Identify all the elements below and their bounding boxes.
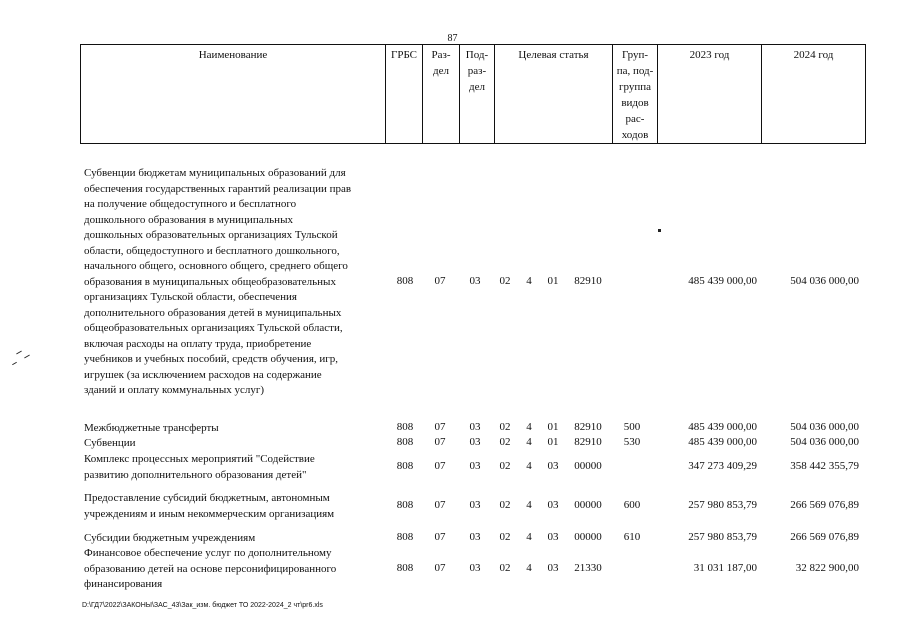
cell-group: 610: [623, 531, 641, 543]
cell-t1: 02: [499, 459, 511, 472]
row-name-line: Межбюджетные трансферты: [84, 422, 219, 434]
cell-group: 500: [623, 421, 641, 433]
cell-y2024: 266 569 076,89: [790, 531, 859, 543]
cell-t3: 01: [547, 274, 559, 287]
cell-t4: 82910: [574, 421, 602, 433]
cell-t2: 4: [526, 436, 532, 448]
cell-y2023: 347 273 409,29: [688, 459, 757, 472]
cell-t2: 4: [526, 421, 532, 433]
cell-podrazdel: 03: [469, 531, 481, 543]
row-name-line: Субсидии бюджетным учреждениям: [84, 532, 256, 544]
cell-t1: 02: [499, 531, 511, 543]
cell-y2023: 485 439 000,00: [688, 421, 757, 433]
cell-group: 530: [623, 436, 641, 448]
cell-t2: 4: [526, 459, 532, 472]
scan-speck: [658, 229, 661, 232]
cell-y2023: 257 980 853,79: [688, 531, 757, 543]
cell-t4: 82910: [574, 436, 602, 448]
cell-podrazdel: 03: [469, 436, 481, 448]
cell-t4: 82910: [574, 274, 602, 287]
header-razdel: Раз- дел: [423, 45, 460, 144]
header-name: Наименование: [81, 45, 386, 144]
cell-t3: 01: [547, 421, 559, 433]
cell-grbs: 808: [396, 436, 414, 448]
scan-speck: [12, 362, 17, 365]
cell-podrazdel: 03: [469, 561, 481, 574]
row-name-line: финансирования: [84, 578, 163, 590]
footer-path: D:\ГД7\2022\ЗАКОНЫ\ЗАС_43\Зак_изм. бюджет ТО 2022-2024_2 чт\рr6.xls: [82, 602, 323, 609]
row-name-line: на получение общедоступного и бесплатного: [84, 198, 297, 210]
cell-t1: 02: [499, 561, 511, 574]
cell-razdel: 07: [434, 531, 446, 543]
cell-y2023: 257 980 853,79: [688, 498, 757, 511]
cell-t3: 03: [547, 561, 559, 574]
cell-razdel: 07: [434, 561, 446, 574]
row-name: [84, 166, 351, 399]
cell-y2024: 504 036 000,00: [790, 274, 859, 287]
header-group: Груп- па, под- группа видов рас- ходов: [613, 45, 658, 144]
row-name-line: начального общего, основного общего, среднего общего: [84, 260, 348, 272]
cell-grbs: 808: [396, 421, 414, 433]
cell-razdel: 07: [434, 498, 446, 511]
scan-speck: [24, 355, 30, 359]
row-name: [84, 546, 336, 593]
cell-y2023: 485 439 000,00: [688, 436, 757, 448]
cell-t3: 03: [547, 459, 559, 472]
header-podrazdel: Под- раз- дел: [460, 45, 495, 144]
row-name-line: дополнительного образования детей в муниципальных: [84, 306, 342, 319]
row-name-line: обеспечения государственных гарантий реализации прав: [84, 182, 352, 195]
cell-grbs: 808: [396, 274, 414, 287]
cell-t2: 4: [526, 274, 532, 287]
row-name: [84, 436, 136, 452]
cell-t1: 02: [499, 498, 511, 511]
row-name-line: дошкольного образования в муниципальных: [84, 213, 293, 226]
cell-t1: 02: [499, 436, 511, 448]
cell-t4: 00000: [574, 531, 602, 543]
row-name-line: игрушек (за исключением расходов на содержание: [84, 368, 322, 381]
cell-t4: 00000: [574, 498, 602, 511]
cell-t1: 02: [499, 274, 511, 287]
row-name-line: учреждениям и иным некоммерческим организациям: [84, 507, 335, 520]
cell-y2023: 485 439 000,00: [688, 274, 757, 287]
cell-y2024: 504 036 000,00: [790, 421, 859, 433]
cell-podrazdel: 03: [469, 274, 481, 287]
row-name-line: общеобразовательных организациях Тульской области,: [84, 322, 343, 334]
row-name-line: развитию дополнительного образования детей": [84, 468, 307, 481]
row-name: [84, 491, 334, 522]
cell-t2: 4: [526, 498, 532, 511]
scan-speck: [16, 351, 22, 355]
header-target: Целевая статья: [495, 45, 613, 144]
cell-grbs: 808: [396, 531, 414, 543]
cell-razdel: 07: [434, 421, 446, 433]
cell-razdel: 07: [434, 436, 446, 448]
cell-t2: 4: [526, 561, 532, 574]
row-name-line: образования в муниципальных общеобразовательных: [84, 275, 336, 288]
cell-t3: 03: [547, 531, 559, 543]
row-name-line: зданий и оплату коммунальных услуг): [84, 384, 265, 396]
row-name-line: Субвенции бюджетам муниципальных образований для: [84, 167, 346, 179]
row-name-line: Субвенции: [84, 437, 136, 449]
row-name-line: образованию детей на основе персонифицированного: [84, 562, 337, 575]
cell-t4: 21330: [574, 561, 602, 574]
cell-y2024: 504 036 000,00: [790, 436, 859, 448]
cell-t4: 00000: [574, 459, 602, 472]
row-name-line: учебников и учебных пособий, средств обучения, игр,: [84, 353, 339, 365]
cell-t3: 03: [547, 498, 559, 511]
cell-t1: 02: [499, 421, 511, 433]
row-name-line: области, общедоступного и бесплатного дошкольного,: [84, 244, 340, 257]
cell-t3: 01: [547, 436, 559, 448]
table-header: [80, 44, 866, 144]
row-name-line: дошкольных образовательных организациях Тульской: [84, 229, 338, 241]
row-name: [84, 452, 315, 483]
cell-grbs: 808: [396, 498, 414, 511]
cell-grbs: 808: [396, 459, 414, 472]
cell-podrazdel: 03: [469, 421, 481, 433]
header-grbs: ГРБС: [386, 45, 423, 144]
cell-podrazdel: 03: [469, 459, 481, 472]
header-2024: 2024 год: [762, 45, 866, 144]
cell-grbs: 808: [396, 561, 414, 574]
row-name-line: Финансовое обеспечение услуг по дополнительному: [84, 547, 332, 559]
cell-podrazdel: 03: [469, 498, 481, 511]
page-number: 87: [447, 33, 458, 44]
row-name-line: организациях Тульской области, обеспечения: [84, 291, 297, 303]
cell-y2023: 31 031 187,00: [693, 561, 757, 574]
header-2023: 2023 год: [658, 45, 762, 144]
row-name: [84, 531, 255, 547]
row-name-line: Предоставление субсидий бюджетным, автономным: [84, 492, 330, 504]
row-name-line: Комплекс процессных мероприятий "Содействие: [84, 453, 315, 465]
cell-razdel: 07: [434, 459, 446, 472]
cell-y2024: 32 822 900,00: [795, 561, 859, 574]
cell-y2024: 358 442 355,79: [790, 459, 859, 472]
cell-group: 600: [623, 498, 641, 511]
row-name-line: включая расходы на оплату труда, приобретение: [84, 337, 312, 350]
row-name: [84, 421, 219, 437]
cell-razdel: 07: [434, 274, 446, 287]
cell-y2024: 266 569 076,89: [790, 498, 859, 511]
cell-t2: 4: [526, 531, 532, 543]
